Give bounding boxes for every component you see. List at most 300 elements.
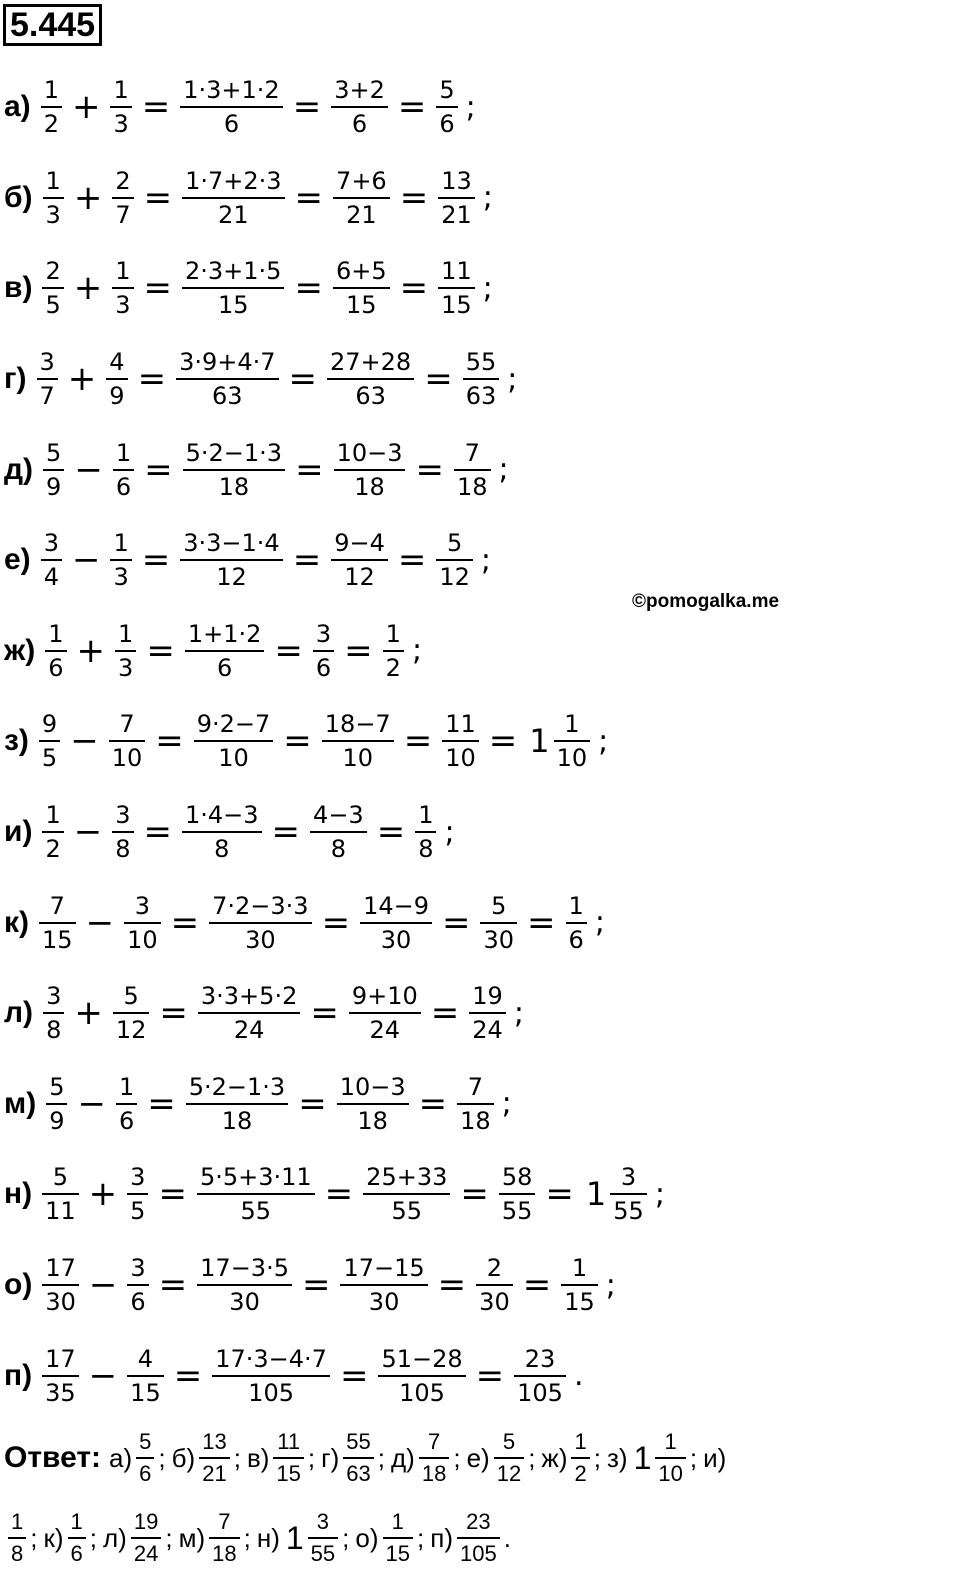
- fraction: [113, 439, 134, 501]
- punctuation: ;: [30, 1522, 38, 1553]
- denominator: 8: [415, 831, 436, 863]
- fraction: [112, 801, 133, 863]
- denominator: 8: [310, 831, 367, 863]
- numerator: 13: [202, 1429, 227, 1454]
- answer-label: а): [109, 1442, 133, 1473]
- whole-part: 1: [529, 722, 550, 761]
- numerator: 17·3−4·7: [215, 1344, 327, 1373]
- denominator: 105: [457, 1537, 500, 1567]
- denominator: 30: [197, 1284, 292, 1316]
- answer-item: [607, 1429, 697, 1487]
- numerator: 1: [48, 619, 64, 648]
- fraction: [333, 257, 390, 319]
- numerator: 3: [315, 619, 332, 648]
- punctuation: ;: [507, 361, 518, 397]
- fraction: [127, 1163, 148, 1225]
- operator: =: [173, 1355, 203, 1396]
- fraction: [337, 1073, 409, 1135]
- fraction: [436, 76, 457, 138]
- denominator: 18: [337, 1103, 409, 1135]
- punctuation: ;: [480, 542, 492, 578]
- item-label: з): [4, 724, 29, 758]
- punctuation: ;: [411, 633, 423, 669]
- denominator: 105: [212, 1375, 330, 1407]
- operator: =: [141, 87, 171, 128]
- equation-line: [4, 153, 954, 244]
- operator: −: [73, 812, 103, 853]
- numerator: 5: [502, 1429, 516, 1454]
- numerator: 1: [564, 710, 580, 739]
- fraction: [198, 982, 300, 1044]
- equation-line: [4, 243, 954, 334]
- denominator: 6: [180, 106, 282, 138]
- operator: =: [301, 1265, 331, 1306]
- answer-row: [4, 1498, 954, 1578]
- operator: =: [158, 1174, 187, 1215]
- operator: −: [77, 1083, 106, 1124]
- punctuation: ;: [598, 723, 609, 759]
- answer-label: б): [171, 1442, 196, 1473]
- denominator: 35: [42, 1375, 79, 1407]
- numerator: 1·7+2·3: [185, 166, 282, 195]
- numerator: 17−15: [343, 1254, 425, 1283]
- fraction: [42, 801, 63, 863]
- operator: =: [397, 540, 427, 581]
- numerator: 13: [441, 166, 472, 195]
- denominator: 7: [112, 197, 133, 229]
- fraction: [273, 1429, 303, 1487]
- denominator: 8: [43, 1012, 64, 1044]
- numerator: 11: [445, 710, 476, 739]
- denominator: 15: [383, 1537, 413, 1567]
- fraction: [209, 892, 311, 954]
- denominator: 10: [655, 1457, 685, 1487]
- equation-line: [4, 968, 954, 1059]
- answer-label: п): [430, 1522, 453, 1553]
- denominator: 30: [42, 1284, 79, 1316]
- fraction: [436, 529, 473, 591]
- denominator: 30: [476, 1284, 513, 1316]
- denominator: 30: [480, 922, 517, 954]
- numerator: 23: [524, 1344, 556, 1373]
- solution-lines: [4, 62, 954, 1421]
- item-label: е): [4, 543, 31, 577]
- operator: =: [146, 630, 175, 671]
- denominator: 10: [194, 740, 274, 772]
- numerator: 17−3·5: [200, 1254, 289, 1283]
- operator: =: [339, 1355, 369, 1396]
- numerator: 2: [45, 257, 61, 286]
- fraction: [115, 620, 136, 682]
- numerator: 1: [391, 1509, 404, 1534]
- operator: =: [137, 359, 167, 400]
- numerator: 3: [134, 891, 150, 920]
- denominator: 55: [363, 1193, 450, 1225]
- punctuation: ;: [593, 1442, 601, 1473]
- punctuation: ;: [158, 1442, 166, 1473]
- fraction: [43, 982, 64, 1044]
- item-label: в): [4, 271, 33, 305]
- operator: =: [170, 902, 200, 943]
- denominator: 2: [42, 831, 63, 863]
- fraction: [112, 257, 133, 319]
- denominator: 18: [334, 469, 406, 501]
- item-label: к): [4, 905, 30, 939]
- fraction: [378, 1345, 465, 1407]
- item-label: б): [4, 180, 33, 214]
- denominator: 6: [331, 106, 388, 138]
- punctuation: ;: [233, 1442, 241, 1473]
- punctuation: ;: [594, 905, 605, 941]
- numerator: 58: [501, 1163, 533, 1192]
- fraction: [554, 710, 591, 772]
- operator: =: [143, 177, 173, 218]
- numerator: 27+28: [330, 348, 412, 377]
- operator: +: [74, 993, 103, 1034]
- denominator: 105: [514, 1375, 566, 1407]
- operator: =: [292, 540, 322, 581]
- numerator: 4−3: [313, 801, 364, 830]
- numerator: 51−28: [381, 1344, 463, 1373]
- numerator: 3·3+5·2: [200, 982, 298, 1011]
- numerator: 23: [466, 1509, 491, 1534]
- numerator: 5: [139, 1429, 152, 1454]
- numerator: 3: [130, 1163, 146, 1192]
- punctuation: ;: [498, 452, 509, 488]
- operator: =: [295, 449, 324, 490]
- fraction: [43, 439, 64, 501]
- fraction: [310, 801, 367, 863]
- operator: =: [294, 268, 323, 309]
- punctuation: ;: [342, 1522, 350, 1553]
- denominator: 24: [131, 1537, 161, 1567]
- denominator: 5: [127, 1193, 148, 1225]
- equation-line: [4, 787, 954, 878]
- denominator: 15: [39, 922, 76, 954]
- fraction: [110, 529, 131, 591]
- numerator: 1: [11, 1509, 24, 1534]
- numerator: 3: [130, 1254, 146, 1283]
- fraction: [322, 710, 394, 772]
- denominator: 63: [463, 378, 500, 410]
- numerator: 1·3+1·2: [183, 76, 280, 105]
- numerator: 18−7: [324, 710, 391, 739]
- denominator: 30: [360, 922, 432, 954]
- denominator: 8: [8, 1537, 26, 1567]
- operator: =: [397, 87, 427, 128]
- operator: =: [430, 993, 460, 1034]
- denominator: 2: [383, 650, 404, 682]
- numerator: 1: [118, 619, 134, 648]
- denominator: 3: [110, 559, 131, 591]
- punctuation: ;: [513, 995, 524, 1031]
- denominator: 6: [127, 1284, 148, 1316]
- answer-label: к): [43, 1522, 64, 1553]
- fraction: [454, 439, 491, 501]
- equation-line: [4, 334, 954, 425]
- numerator: 1: [571, 1254, 588, 1283]
- answer-item: [172, 1429, 241, 1487]
- numerator: 5·2−1·3: [188, 1072, 286, 1101]
- denominator: 18: [454, 469, 491, 501]
- numerator: 5·2−1·3: [185, 438, 283, 467]
- operator: =: [424, 359, 453, 400]
- fraction: [438, 257, 475, 319]
- operator: =: [155, 721, 184, 762]
- answer-item: [43, 1509, 97, 1567]
- fraction: [39, 892, 76, 954]
- fraction: [561, 1254, 598, 1316]
- answer-label: г): [321, 1442, 340, 1473]
- fraction: [197, 1254, 292, 1316]
- operator: +: [88, 1174, 118, 1215]
- numerator: 17: [45, 1344, 76, 1373]
- numerator: 1·4−3: [185, 801, 259, 830]
- fraction: [42, 257, 63, 319]
- denominator: 55: [308, 1537, 338, 1567]
- numerator: 3: [46, 982, 62, 1011]
- numerator: 19: [472, 982, 503, 1011]
- numerator: 7: [119, 710, 135, 739]
- answer-item: [703, 1443, 726, 1474]
- fraction: [469, 982, 506, 1044]
- denominator: 6: [136, 1457, 154, 1487]
- fraction: [199, 1429, 229, 1487]
- answer-block: [4, 1418, 954, 1578]
- fraction: [136, 1429, 154, 1487]
- denominator: 55: [197, 1193, 315, 1225]
- denominator: 12: [436, 559, 473, 591]
- denominator: 3: [110, 106, 131, 138]
- item-label: м): [4, 1086, 37, 1120]
- operator: =: [159, 993, 188, 1034]
- fraction: [41, 76, 62, 138]
- numerator: 55: [465, 348, 497, 377]
- operator: =: [460, 1174, 489, 1215]
- denominator: 3: [115, 650, 136, 682]
- operator: −: [71, 540, 101, 581]
- numerator: 14−9: [363, 891, 429, 920]
- punctuation: ;: [444, 814, 455, 850]
- fraction: [360, 892, 432, 954]
- numerator: 4: [137, 1344, 154, 1373]
- punctuation: ;: [165, 1522, 173, 1553]
- answer-label: з): [606, 1442, 628, 1473]
- numerator: 1: [385, 619, 401, 648]
- numerator: 1: [113, 529, 129, 558]
- denominator: 9: [46, 1103, 67, 1135]
- numerator: 5: [46, 438, 62, 467]
- numerator: 3: [39, 348, 55, 377]
- numerator: 1+1·2: [187, 619, 262, 648]
- denominator: 21: [438, 197, 475, 229]
- punctuation: ;: [377, 1442, 386, 1473]
- fraction: [514, 1345, 566, 1407]
- numerator: 1: [115, 438, 132, 467]
- answer-label: и): [703, 1442, 727, 1473]
- denominator: 10: [124, 922, 161, 954]
- denominator: 10: [442, 740, 479, 772]
- fraction: [349, 982, 421, 1044]
- item-label: н): [4, 1177, 33, 1211]
- numerator: 1: [45, 166, 61, 195]
- fraction: [313, 620, 334, 682]
- numerator: 5: [49, 1072, 65, 1101]
- denominator: 105: [378, 1375, 465, 1407]
- denominator: 6: [436, 106, 457, 138]
- equation-line: [4, 62, 954, 153]
- operator: +: [71, 87, 101, 128]
- fraction: [197, 1163, 315, 1225]
- numerator: 3·3−1·4: [183, 529, 280, 558]
- denominator: 63: [176, 378, 278, 410]
- numerator: 1: [115, 257, 131, 286]
- equation-line: [4, 696, 954, 787]
- fraction: [194, 710, 274, 772]
- fraction: [182, 257, 284, 319]
- denominator: 6: [116, 1103, 137, 1135]
- numerator: 1: [664, 1429, 677, 1454]
- operator: =: [344, 630, 373, 671]
- denominator: 24: [198, 1012, 300, 1044]
- numerator: 6+5: [335, 257, 387, 286]
- answer-label: д): [391, 1442, 415, 1473]
- denominator: 15: [182, 287, 284, 319]
- fraction: [113, 982, 150, 1044]
- numerator: 7: [49, 891, 65, 920]
- denominator: 12: [331, 559, 388, 591]
- numerator: 9−4: [334, 529, 385, 558]
- item-label: и): [4, 815, 33, 849]
- fraction: [480, 892, 517, 954]
- operator: =: [324, 1174, 354, 1215]
- answer-item: [109, 1429, 166, 1487]
- denominator: 6: [68, 1537, 86, 1567]
- fraction: [180, 76, 282, 138]
- item-label: д): [4, 452, 34, 486]
- fraction: [308, 1509, 338, 1567]
- denominator: 21: [199, 1457, 229, 1487]
- denominator: 18: [183, 469, 285, 501]
- equation-line: [4, 424, 954, 515]
- operator: =: [288, 359, 318, 400]
- operator: =: [522, 1265, 552, 1306]
- fraction: [457, 1073, 494, 1135]
- fraction: [182, 167, 284, 229]
- operator: =: [321, 902, 351, 943]
- fraction: [566, 892, 587, 954]
- numerator: 7: [467, 1072, 484, 1101]
- fraction: [186, 1073, 288, 1135]
- operator: +: [76, 630, 106, 671]
- operator: =: [143, 268, 172, 309]
- fraction: [363, 1163, 450, 1225]
- numerator: 25+33: [366, 1163, 448, 1192]
- fraction: [610, 1163, 647, 1225]
- punctuation: ;: [453, 1442, 461, 1473]
- equation-line: [4, 1330, 954, 1421]
- numerator: 5: [52, 1163, 69, 1192]
- denominator: 21: [182, 197, 284, 229]
- operator: =: [415, 449, 444, 490]
- answer-item: [321, 1429, 385, 1487]
- answer-label: л): [103, 1522, 127, 1553]
- operator: =: [399, 268, 429, 309]
- equation-line: [4, 1240, 954, 1331]
- numerator: 19: [133, 1509, 159, 1534]
- equation-line: [4, 515, 954, 606]
- punctuation: ;: [528, 1442, 536, 1473]
- operator: =: [441, 902, 471, 943]
- item-label: ж): [4, 633, 36, 667]
- fraction: [176, 348, 278, 410]
- operator: =: [294, 177, 324, 218]
- fraction: [127, 1254, 148, 1316]
- numerator: 10−3: [339, 1072, 406, 1101]
- numerator: 4: [109, 348, 125, 377]
- punctuation: .: [503, 1522, 511, 1553]
- operator: =: [545, 1174, 574, 1215]
- numerator: 1: [568, 891, 584, 920]
- operator: =: [158, 1265, 188, 1306]
- fraction: [112, 167, 133, 229]
- denominator: 30: [340, 1284, 427, 1316]
- operator: −: [74, 449, 103, 490]
- denominator: 30: [209, 922, 311, 954]
- numerator: 11: [277, 1429, 301, 1454]
- numerator: 3·9+4·7: [179, 348, 276, 377]
- denominator: 8: [112, 831, 133, 863]
- punctuation: ;: [605, 1267, 616, 1303]
- answer-item: [355, 1509, 424, 1567]
- answer-item: [103, 1509, 173, 1567]
- fraction: [333, 167, 390, 229]
- denominator: 15: [561, 1284, 598, 1316]
- denominator: 6: [113, 469, 134, 501]
- answer-item: [467, 1429, 536, 1487]
- denominator: 12: [494, 1457, 524, 1487]
- numerator: 5: [491, 891, 507, 920]
- item-label: о): [4, 1268, 33, 1302]
- problem-number: 5.445: [3, 4, 102, 46]
- fraction: [463, 348, 500, 410]
- numerator: 17: [45, 1254, 76, 1283]
- punctuation: ;: [654, 1176, 665, 1212]
- fraction: [109, 710, 146, 772]
- operator: =: [271, 812, 301, 853]
- operator: =: [403, 721, 433, 762]
- fraction: [438, 167, 475, 229]
- denominator: 5: [42, 287, 63, 319]
- denominator: 6: [45, 650, 66, 682]
- fraction: [419, 1429, 449, 1487]
- answer-item: [541, 1429, 601, 1487]
- fraction: [131, 1509, 161, 1567]
- numerator: 7: [427, 1429, 441, 1454]
- operator: =: [310, 993, 339, 1034]
- numerator: 5: [439, 76, 455, 105]
- punctuation: ;: [417, 1522, 425, 1553]
- fraction: [327, 348, 414, 410]
- fraction: [383, 620, 404, 682]
- answer-label: ж): [541, 1442, 568, 1473]
- denominator: 2: [571, 1457, 589, 1487]
- answer-item: [4, 1509, 37, 1567]
- operator: +: [67, 359, 97, 400]
- equation-line: [4, 1149, 954, 1240]
- denominator: 55: [610, 1193, 647, 1225]
- denominator: 18: [186, 1103, 288, 1135]
